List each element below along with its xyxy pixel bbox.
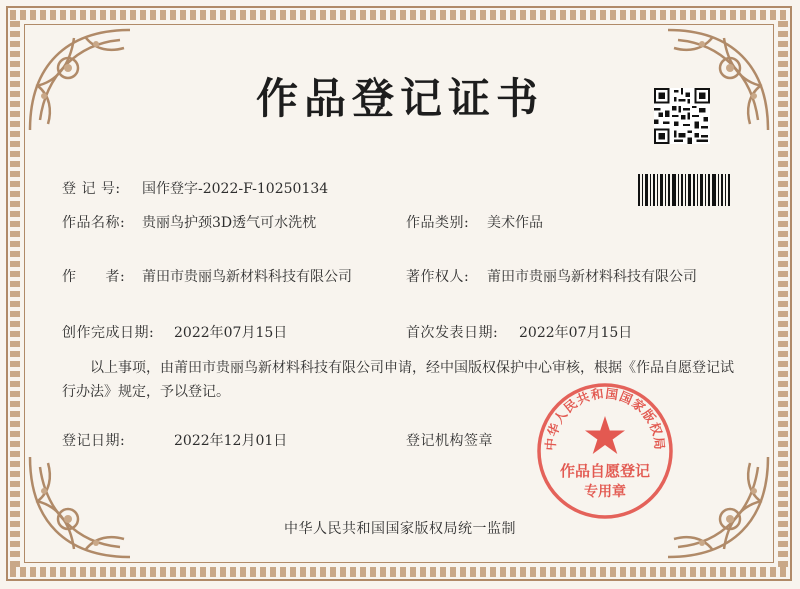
official-seal <box>534 380 676 522</box>
first-publication-date-value: 2022年07月15日 <box>519 325 633 341</box>
corner-ornament-icon <box>662 451 772 561</box>
work-category-label: 作品类别: <box>406 215 470 231</box>
author-label: 作 者: <box>62 269 126 285</box>
registration-no-value: 国作登字-2022-F-10250134 <box>142 181 329 197</box>
barcode-icon <box>638 174 730 206</box>
corner-ornament-icon <box>26 451 136 561</box>
certificate-title: 作品登记证书 <box>255 74 544 123</box>
copyright-owner-label: 著作权人: <box>406 269 470 285</box>
first-publication-date-label: 首次发表日期: <box>406 325 499 341</box>
completion-date-value: 2022年07月15日 <box>174 325 288 341</box>
seal-label: 登记机构签章 <box>406 433 493 449</box>
registration-date-label: 登记日期: <box>62 433 126 449</box>
registration-no-label: 登 记 号: <box>62 181 121 197</box>
star-icon <box>585 416 625 454</box>
footer-supervision: 中华人民共和国国家版权局统一监制 <box>284 521 516 537</box>
seal-line2: 专用章 <box>584 484 626 500</box>
registration-date-value: 2022年12月01日 <box>174 433 288 449</box>
work-name-value: 贵丽鸟护颈3D透气可水洗枕 <box>142 215 317 231</box>
seal-line1: 作品自愿登记 <box>559 462 651 480</box>
work-category-value: 美术作品 <box>487 215 543 231</box>
qr-code-icon[interactable] <box>654 88 710 144</box>
seal-ring-text: 中华人民共和国国家版权局 <box>542 385 668 452</box>
completion-date-label: 创作完成日期: <box>62 325 155 341</box>
author-value: 莆田市贵丽鸟新材料科技有限公司 <box>142 269 352 285</box>
copyright-owner-value: 莆田市贵丽鸟新材料科技有限公司 <box>487 269 697 285</box>
work-name-label: 作品名称: <box>62 215 126 231</box>
registration-statement: 以上事项，由莆田市贵丽鸟新材料科技有限公司申请，经中国版权保护中心审核，根据《作品自愿登记试行办法》规定，予以登记。 <box>62 360 734 400</box>
